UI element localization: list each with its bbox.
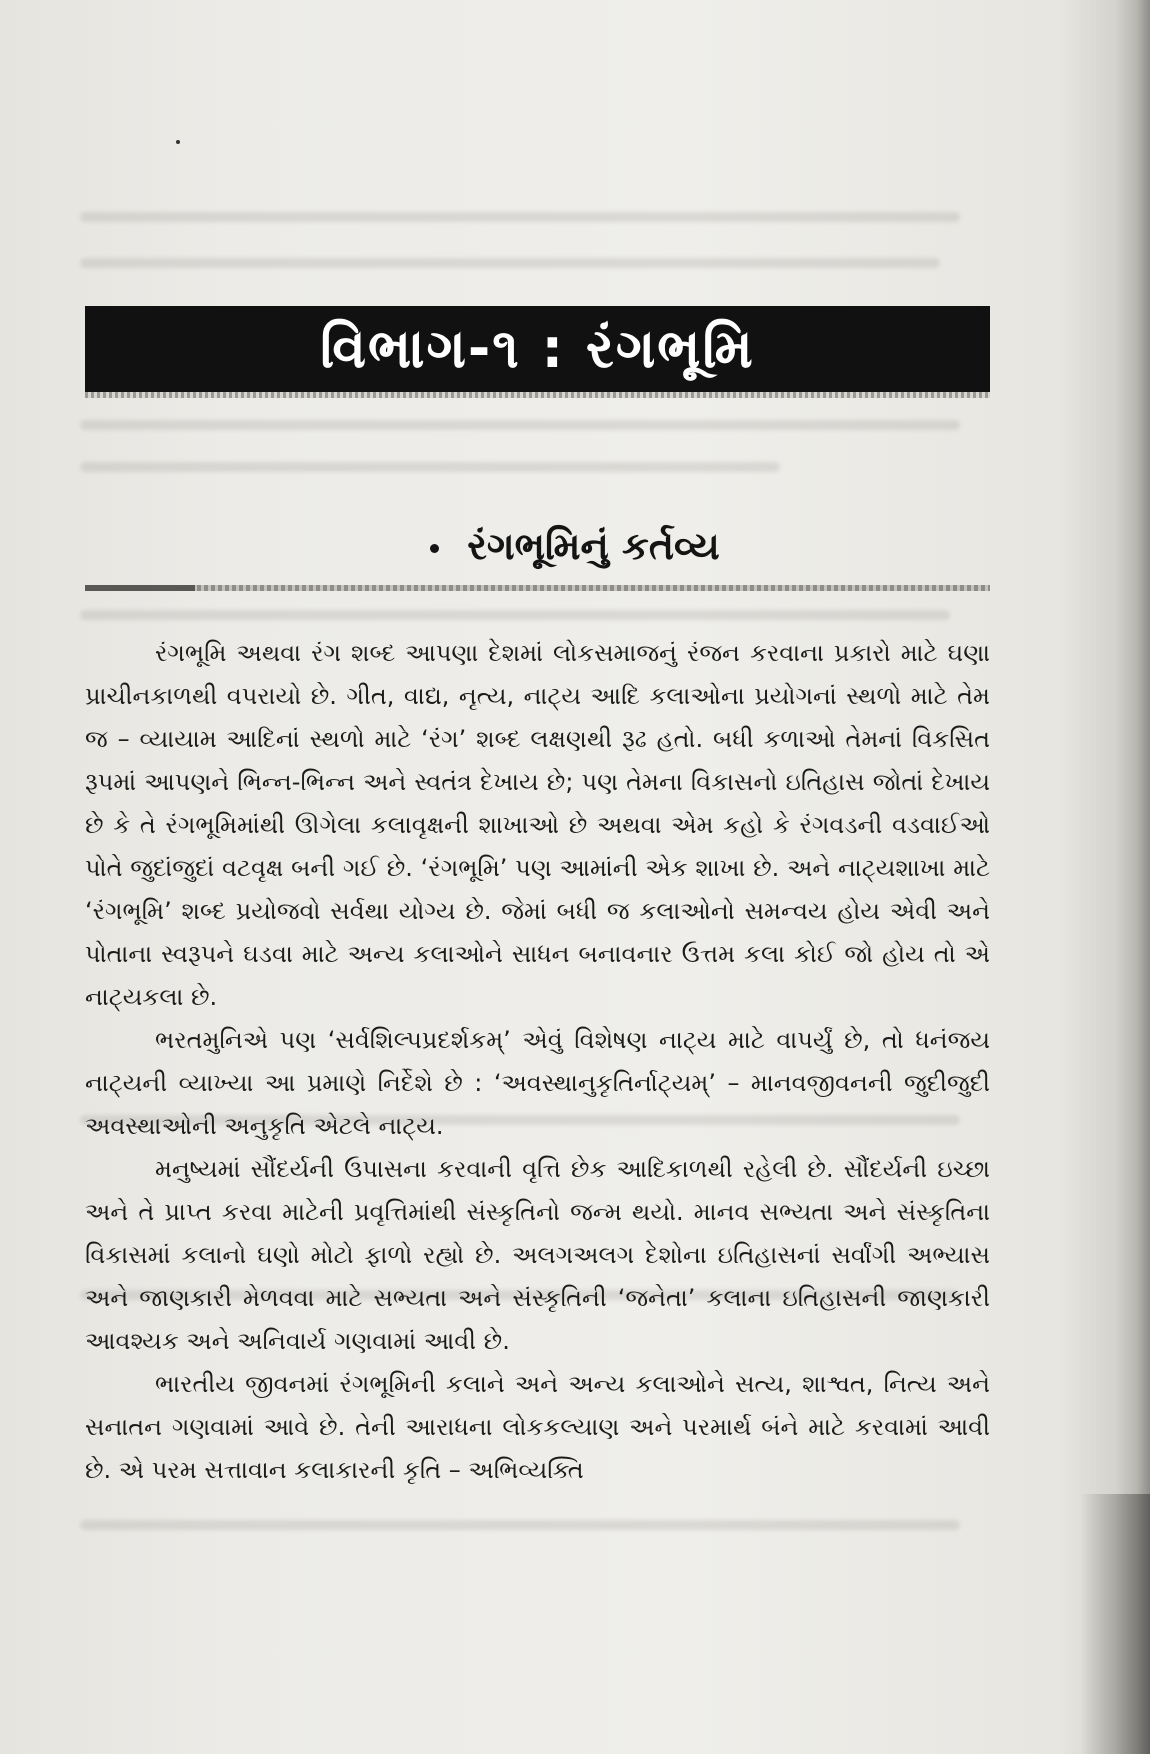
page-edge-shadow bbox=[1116, 0, 1150, 1754]
bullet-icon bbox=[430, 544, 439, 553]
paper-speck bbox=[176, 140, 180, 144]
bleed-line bbox=[80, 1520, 960, 1530]
chapter-title: રંગભૂમિનું કર્તવ્ય bbox=[467, 524, 720, 568]
bleed-line bbox=[80, 258, 940, 268]
banner-underline bbox=[85, 392, 990, 398]
body-text bbox=[85, 632, 990, 1492]
bleed-line bbox=[80, 610, 950, 620]
chapter-title-rule-accent bbox=[85, 585, 195, 591]
paragraph: મનુષ્યમાં સૌંદર્યની ઉપાસના કરવાની વૃત્તિ છેક આદિકાળથી રહેલી છે. સૌંદર્યની ઇચ્છા અને તે પ્રાપ્ત કરવા માટેની પ્રવૃત્તિમાંથી સંસ્કૃતિનો જન્મ થયો. માનવ સભ્યતા અને સંસ્કૃતિના વિકાસમાં કલાનો ઘણો મોટો ફાળો રહ્યો છે. અલગઅલગ દેશોના ઇતિહાસનાં સર્વાંગી અભ્યાસ અને જાણકારી મેળવવા માટે સભ્યતા અને સંસ્કૃતિની ‘જનેતા’ કલાના ઇતિહાસની જાણકારી આવશ્યક અને અનિવાર્ય ગણવામાં આવી છે. bbox=[85, 1155, 990, 1355]
chapter-title-rule bbox=[85, 585, 990, 591]
paragraph: રંગભૂમિ અથવા રંગ શબ્દ આપણા દેશમાં લોકસમાજનું રંજન કરવાના પ્રકારો માટે ઘણા પ્રાચીનકાળથી વપરાયો છે. ગીત, વાદ્ય, નૃત્ય, નાટ્ય આદિ કલાઓના પ્રયોગનાં સ્થળો માટે તેમ જ – વ્યાયામ આદિનાં સ્થળો માટે ‘રંગ’ શબ્દ લક્ષણથી રૂઢ હતો. બધી કળાઓ તેમનાં વિકસિત રૂપમાં આપણને ભિન્ન-ભિન્ન અને સ્વતંત્ર દેખાય છે; પણ તેમના વિકાસનો ઇતિહાસ જોતાં દેખાય છે કે તે રંગભૂમિમાંથી ઊગેલા કલાવૃક્ષની શાખાઓ છે અથવા એમ કહો કે રંગવડની વડવાઈઓ પોતે જુદાંજુદાં વટવૃક્ષ બની ગઈ છે. ‘રંગભૂમિ’ પણ આમાંની એક શાખા છે. અને નાટ્યશાખા માટે ‘રંગભૂમિ’ શબ્દ પ્રયોજવો સર્વથા યોગ્ય છે. જેમાં બધી જ કલાઓનો સમન્વય હોય એવી અને પોતાના સ્વરૂપને ઘડવા માટે અન્ય કલાઓને સાધન બનાવનાર ઉત્તમ કલા કોઈ જો હોય તો એ નાટ્યકલા છે. bbox=[85, 639, 990, 1011]
chapter-title-row bbox=[0, 524, 1150, 569]
paragraph: ભરતમુનિએ પણ ‘સર્વશિલ્પપ્રદર્શકમ્’ એવું વિશેષણ નાટ્ય માટે વાપર્યું છે, તો ધનંજય નાટ્યની વ્યાખ્યા આ પ્રમાણે નિર્દેશે છે : ‘અવસ્થાનુકૃતિર્નાટ્યમ્’ – માનવજીવનની જુદીજુદી અવસ્થાઓની અનુકૃતિ એટલે નાટ્ય. bbox=[85, 1026, 990, 1140]
bleed-line bbox=[80, 420, 960, 430]
paragraph: ભારતીય જીવનમાં રંગભૂમિની કલાને અને અન્ય કલાઓને સત્ય, શાશ્વત, નિત્ય અને સનાતન ગણવામાં આવે છે. તેની આરાધના લોકકલ્યાણ અને પરમાર્થ બંને માટે કરવામાં આવી છે. એ પરમ સત્તાવાન કલાકારની કૃતિ – અભિવ્યક્તિ bbox=[85, 1370, 990, 1484]
section-banner bbox=[85, 306, 990, 392]
bleed-line bbox=[80, 462, 780, 472]
bleed-line bbox=[80, 212, 960, 222]
page-corner-shadow bbox=[1080, 1494, 1150, 1754]
section-heading: વિભાગ-૧ : રંગભૂમિ bbox=[320, 317, 755, 380]
